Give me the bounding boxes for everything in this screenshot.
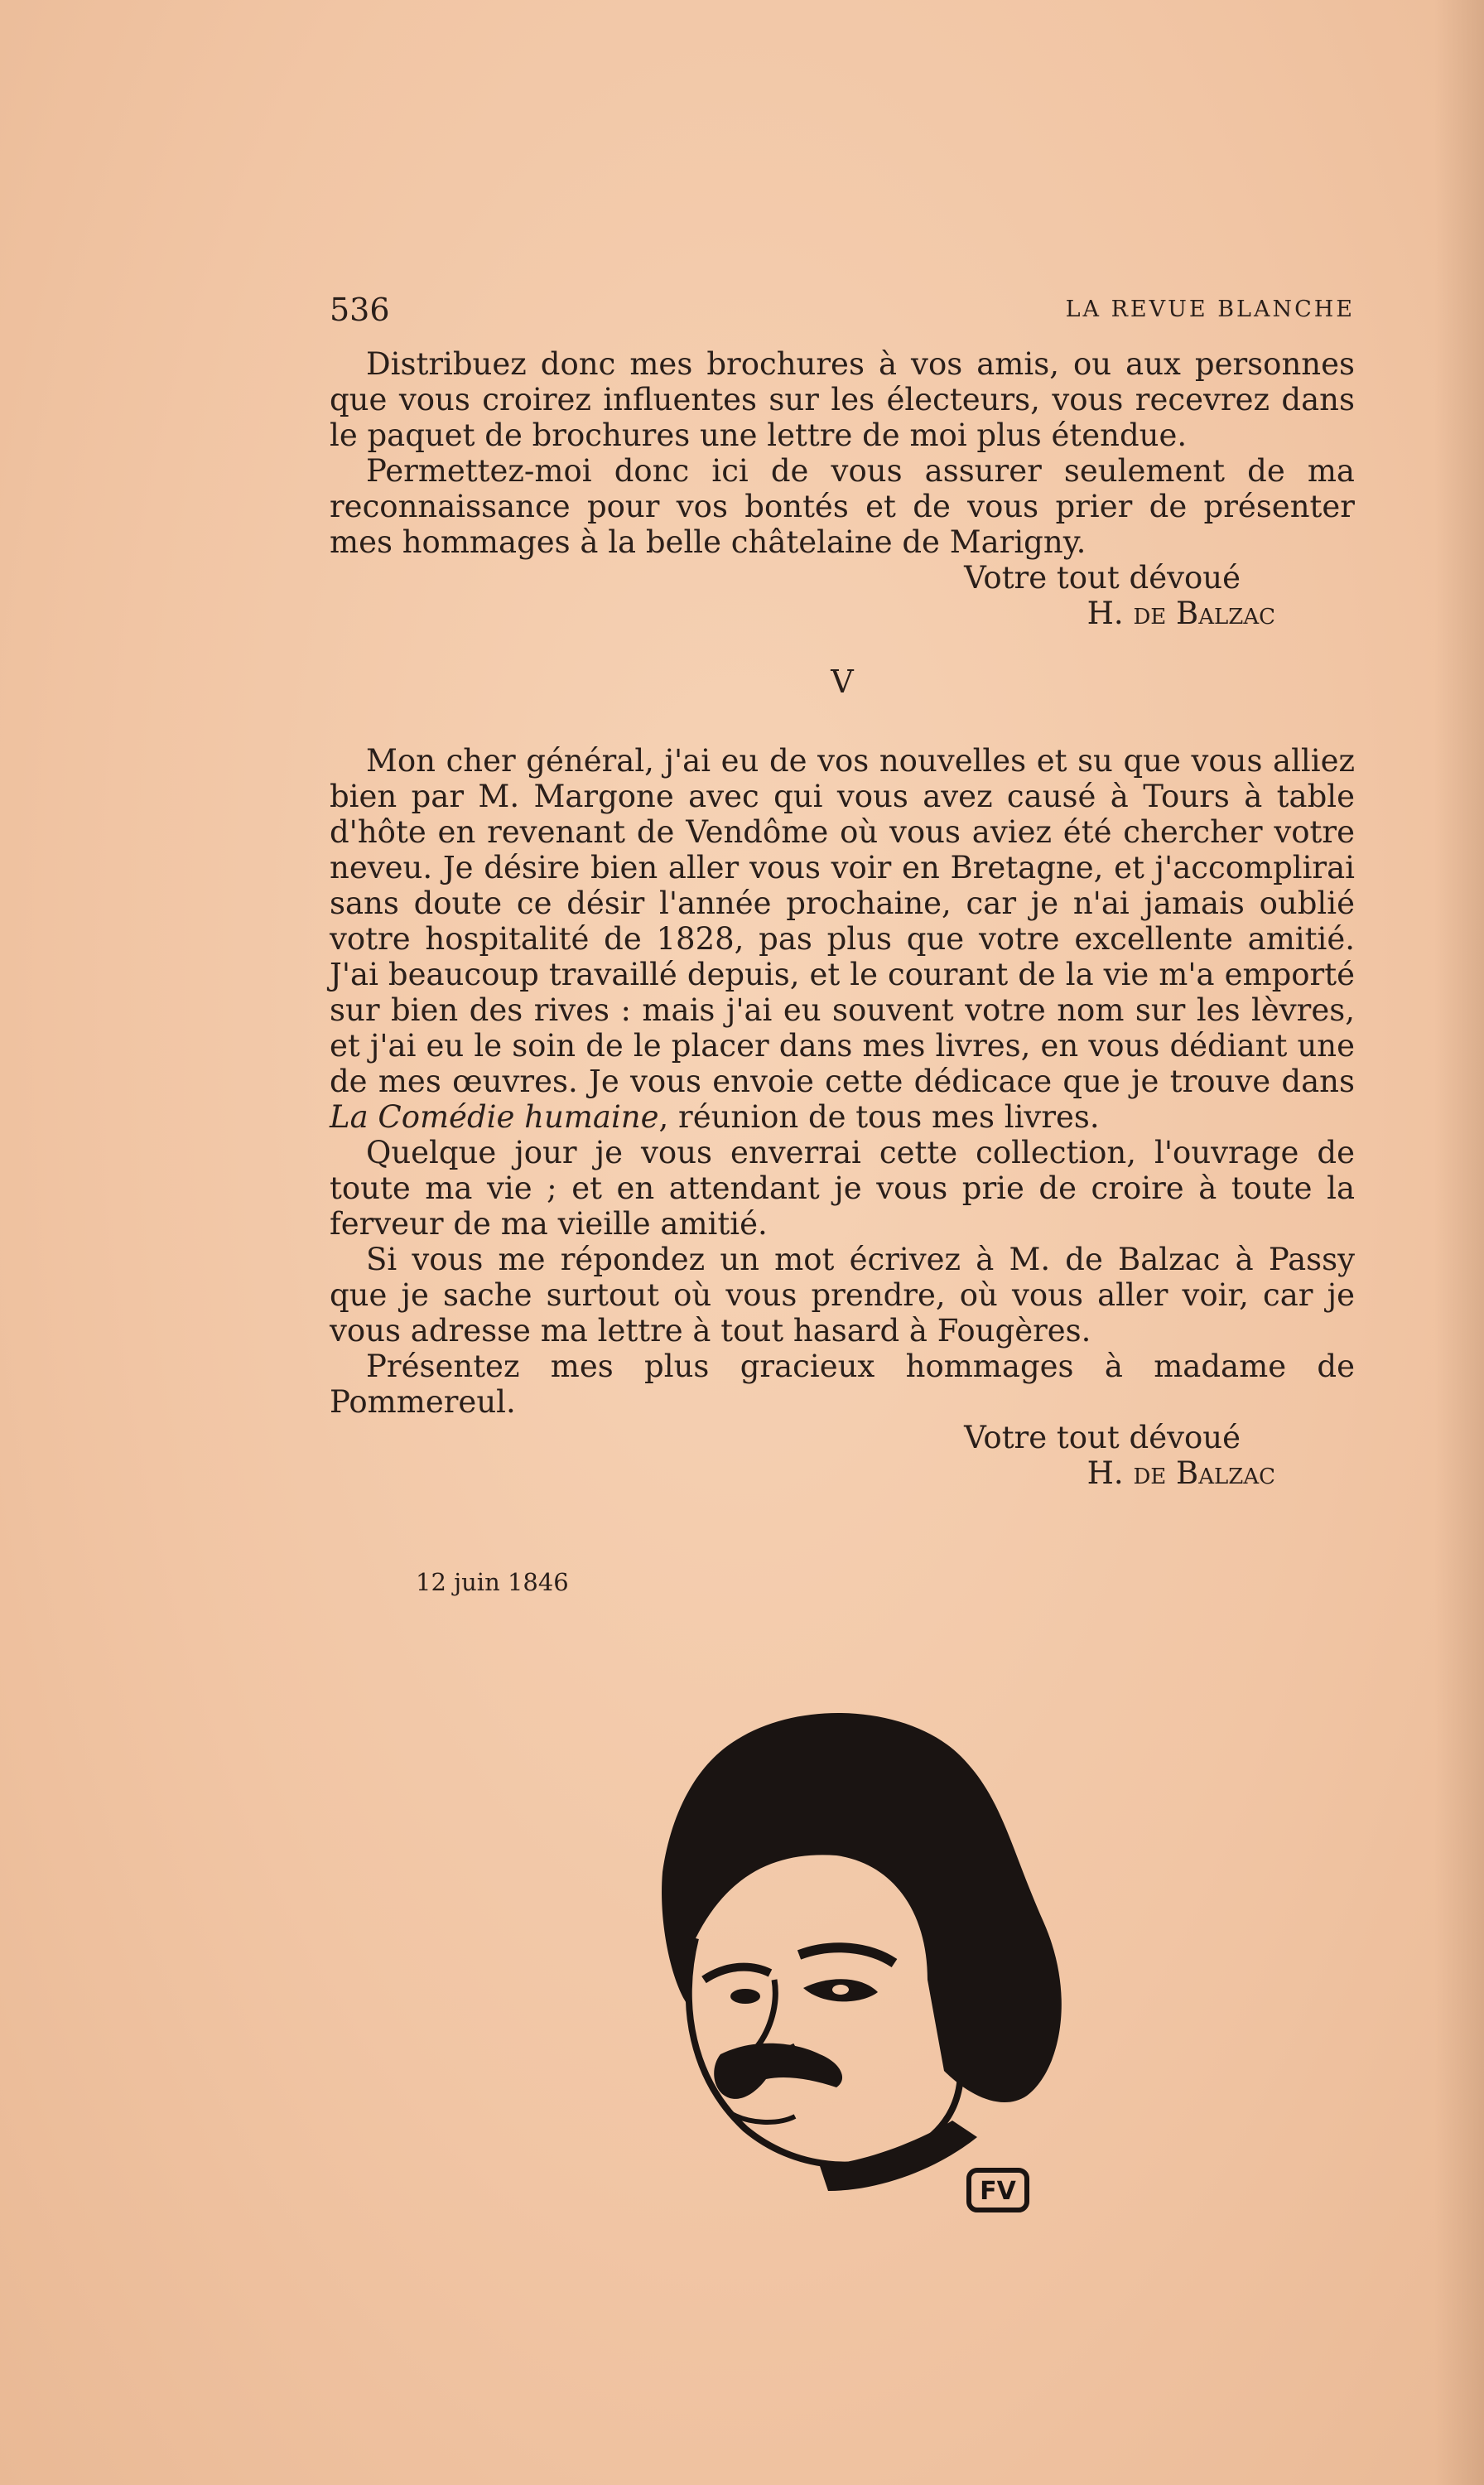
letter-text [330,346,1355,1491]
page-number: 536 [330,292,390,328]
page-edge-shadow [1434,0,1484,2485]
book-title: La Comédie humaine [330,1099,659,1135]
portrait-moustache [714,2043,842,2099]
paragraph: Permettez-moi donc ici de vous assurer seulement de ma reconnaissance pour vos bontés et de vous prier de présenter mes hommages à la belle châtelaine de Marigny. [330,453,1355,560]
running-head: LA REVUE BLANCHE [1065,297,1355,322]
paragraph: Présentez mes plus gracieux hommages à madame de Pommereul. [330,1349,1355,1420]
portrait-collar [820,2121,977,2191]
paragraph [330,743,1355,1135]
portrait-left-eye [730,1989,760,2004]
closing-line: Votre tout dévoué [964,1420,1241,1455]
portrait-right-eyebrow [799,1947,894,1963]
signature: H. de Balzac [1086,596,1275,631]
paragraph: Si vous me répondez un mot écrivez à M. de Balzac à Passy que je sache surtout où vous prendre, où vous aller voir, car je vous adresse ma lettre à tout hasard à Fougères. [330,1242,1355,1349]
paragraph: Quelque jour je vous enverrai cette collection, l'ouvrage de toute ma vie ; et en attendant je vous prie de croire à toute la ferveur de ma vieille amitié. [330,1135,1355,1242]
letter-date: 12 juin 1846 [416,1568,569,1596]
paragraph-text: Mon cher général, j'ai eu de vos nouvelles et su que vous alliez bien par M. Margone avec qui vous avez causé à Tours à table d'hôte en revenant de Vendôme où vous aviez été chercher votre neveu. Je désire bien aller vous voir en Bretagne, et j'accomplirai sans doute ce désir l'année prochaine, car je n'ai jamais oublié votre hospitalité de 1828, pas plus que votre excellente amitié. J'ai beaucoup travaillé depuis, et le courant de la vie m'a emporté sur bien des rives : mais j'ai eu souvent votre nom sur les lèvres, et j'ai eu le soin de le placer dans mes livres, en vous dédiant une de mes œuvres. Je vous envoie cette dédicace que je trouve dans [330,743,1355,1099]
section-number: V [831,663,854,700]
portrait-left-eyebrow [704,1967,770,1980]
monogram: FV [980,2177,1016,2206]
paragraph: Distribuez donc mes brochures à vos amis, ou aux personnes que vous croirez influentes sur les électeurs, vous recevrez dans le paquet de brochures une lettre de moi plus étendue. [330,346,1355,453]
portrait-nose [758,1980,795,2052]
balzac-woodcut-portrait [613,1706,1077,2220]
paragraph-text: , réunion de tous mes livres. [658,1099,1100,1135]
portrait-right-eye-highlight [832,1985,849,1995]
portrait-hair [662,1713,1062,2102]
closing-line: Votre tout dévoué [964,560,1241,596]
page-header [330,292,1355,328]
signature: H. de Balzac [1086,1455,1275,1491]
